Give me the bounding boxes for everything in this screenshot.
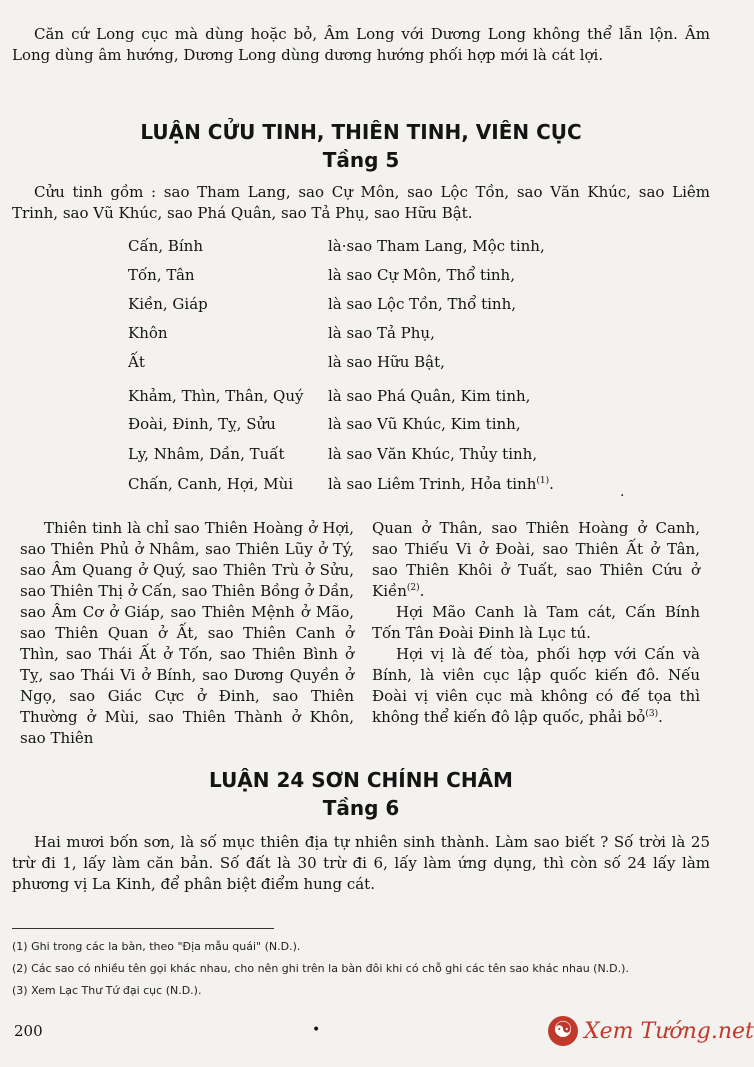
star-desc: là sao Văn Khúc, Thủy tinh, (328, 445, 538, 463)
right-para-3-text: Hợi vị là đế tòa, phối hợp với Cấn và Bính, là viên cục lập quốc kiến đô. Nếu Đoài vị viên cục mà không có đế tọa thì không thể kiến đô lập quốc, phải bỏ (372, 645, 700, 726)
star-desc: là sao Liêm Trinh, Hỏa tinh$^{(1)}$. (328, 475, 554, 493)
section6-subtitle: Tầng 6 (322, 796, 400, 820)
star-desc: là sao Lộc Tồn, Thổ tinh, (328, 295, 517, 313)
section5-intro: Cửu tinh gồm : sao Tham Lang, sao Cự Môn, sao Lộc Tồn, sao Văn Khúc, sao Liêm Trinh, sao Vũ Khúc, sao Phá Quân, sao Tả Phụ, sao Hữu Bật. (12, 183, 710, 222)
intro-paragraph: Căn cứ Long cục mà dùng hoặc bỏ, Âm Long với Dương Long không thể lẫn lộn. Âm Long dùng âm hướng, Dương Long dùng dương hướng phối hợp mới là cát lợi. (12, 25, 710, 64)
right-column-para-2: Hợi Mão Canh là Tam cát, Cấn Bính Tốn Tân Đoài Đinh là Lục tú. (372, 603, 700, 642)
star-desc: là sao Phá Quân, Kim tinh, (328, 387, 531, 405)
star-name: Khảm, Thìn, Thân, Quý (128, 387, 304, 405)
star-name: Ất (128, 353, 145, 371)
watermark-logo (548, 1012, 754, 1052)
star-name: Kiền, Giáp (128, 295, 208, 313)
star-name: Cấn, Bính (128, 237, 204, 255)
star-desc: là sao Cự Môn, Thổ tinh, (328, 266, 515, 284)
watermark-text: Xem Tướng.net (584, 1019, 754, 1044)
speck-mark: • (312, 1022, 321, 1038)
star-name: Khôn (128, 324, 168, 342)
star-name: Chấn, Canh, Hợi, Mùi (128, 475, 294, 493)
footnote-ref: (3) (645, 709, 659, 719)
right-para-1-text: Quan ở Thân, sao Thiên Hoàng ở Canh, sao Thiếu Vi ở Đoài, sao Thiên Ất ở Tân, sao Thiên Khôi ở Tuất, sao Thiên Cứu ở Kiền (372, 519, 700, 600)
footnote-2: (2) Các sao có nhiều tên gọi khác nhau, cho nên ghi trên la bàn đôi khi có chỗ ghi các tên sao khác nhau (N.D.). (12, 962, 629, 975)
star-desc-text: là sao Liêm Trinh, Hỏa tinh (328, 475, 537, 493)
left-column-text: Thiên tinh là chỉ sao Thiên Hoàng ở Hợi, sao Thiên Phủ ở Nhâm, sao Thiên Lũy ở Tý, sao Âm Quang ở Quý, sao Thiên Trù ở Sửu, sao Thiên Thị ở Cấn, sao Thiên Bồng ở Dần, sao Âm Cơ ở Giáp, sao Thiên Mệnh ở Mão, sao Thiên Quan ở Ất, sao Thiên Canh ở Thìn, sao Thái Ất ở Tốn, sao Thiên Bình ở Tỵ, sao Thái Vi ở Bính, sao Dương Quyền ở Ngọ, sao Giác Cực ở Đinh, sao Thiên Thường ở Mùi, sao Thiên Thành ở Khôn, sao Thiên (20, 519, 354, 747)
star-desc: là sao Tả Phụ, (328, 324, 435, 342)
star-desc: là·sao Tham Lang, Mộc tinh, (328, 237, 545, 255)
speck-mark: · (620, 488, 625, 504)
page-number: 200 (14, 1022, 43, 1040)
star-desc: là sao Vũ Khúc, Kim tinh, (328, 415, 521, 433)
star-name: Tốn, Tân (128, 266, 195, 284)
section5-subtitle: Tầng 5 (322, 148, 400, 172)
section6-paragraph: Hai mươi bốn sơn, là số mục thiên địa tự nhiên sinh thành. Làm sao biết ? Số trời là 25 trừ đi 1, lấy làm căn bản. Số đất là 30 trừ đi 6, lấy làm ứng dụng, thì còn số 24 lấy làm phương vị La Kinh, để phân biệt điểm hung cát. (12, 833, 710, 893)
footnote-3: (3) Xem Lạc Thư Tứ đại cục (N.D.). (12, 984, 202, 997)
right-column-para-3: Hợi vị là đế tòa, phối hợp với Cấn và Bính, là viên cục lập quốc kiến đô. Nếu Đoài vị viên cục mà không có đế tọa thì không thể kiến đô lập quốc, phải bỏ$^{(3)}$. (372, 645, 700, 726)
star-name: Ly, Nhâm, Dần, Tuất (128, 445, 285, 463)
footnote-divider (12, 928, 274, 929)
footnote-ref: (2) (406, 583, 420, 593)
star-name: Đoài, Đinh, Tỵ, Sửu (128, 415, 276, 433)
footnote-ref: (1) (536, 476, 550, 486)
yin-yang-icon: ☯ (548, 1016, 578, 1046)
section5-title: LUẬN CỬU TINH, THIÊN TINH, VIÊN CỤC (140, 120, 582, 144)
right-column-para-1: Quan ở Thân, sao Thiên Hoàng ở Canh, sao Thiếu Vi ở Đoài, sao Thiên Ất ở Tân, sao Thiên Khôi ở Tuất, sao Thiên Cứu ở Kiền$^{(2)}$. (372, 519, 700, 600)
right-column (372, 518, 700, 728)
footnote-1: (1) Ghi trong các la bàn, theo "Địa mẫu quái" (N.D.). (12, 940, 301, 953)
left-column (20, 518, 354, 749)
star-desc: là sao Hữu Bật, (328, 353, 445, 371)
section6-title: LUẬN 24 SƠN CHÍNH CHÂM (209, 768, 513, 792)
